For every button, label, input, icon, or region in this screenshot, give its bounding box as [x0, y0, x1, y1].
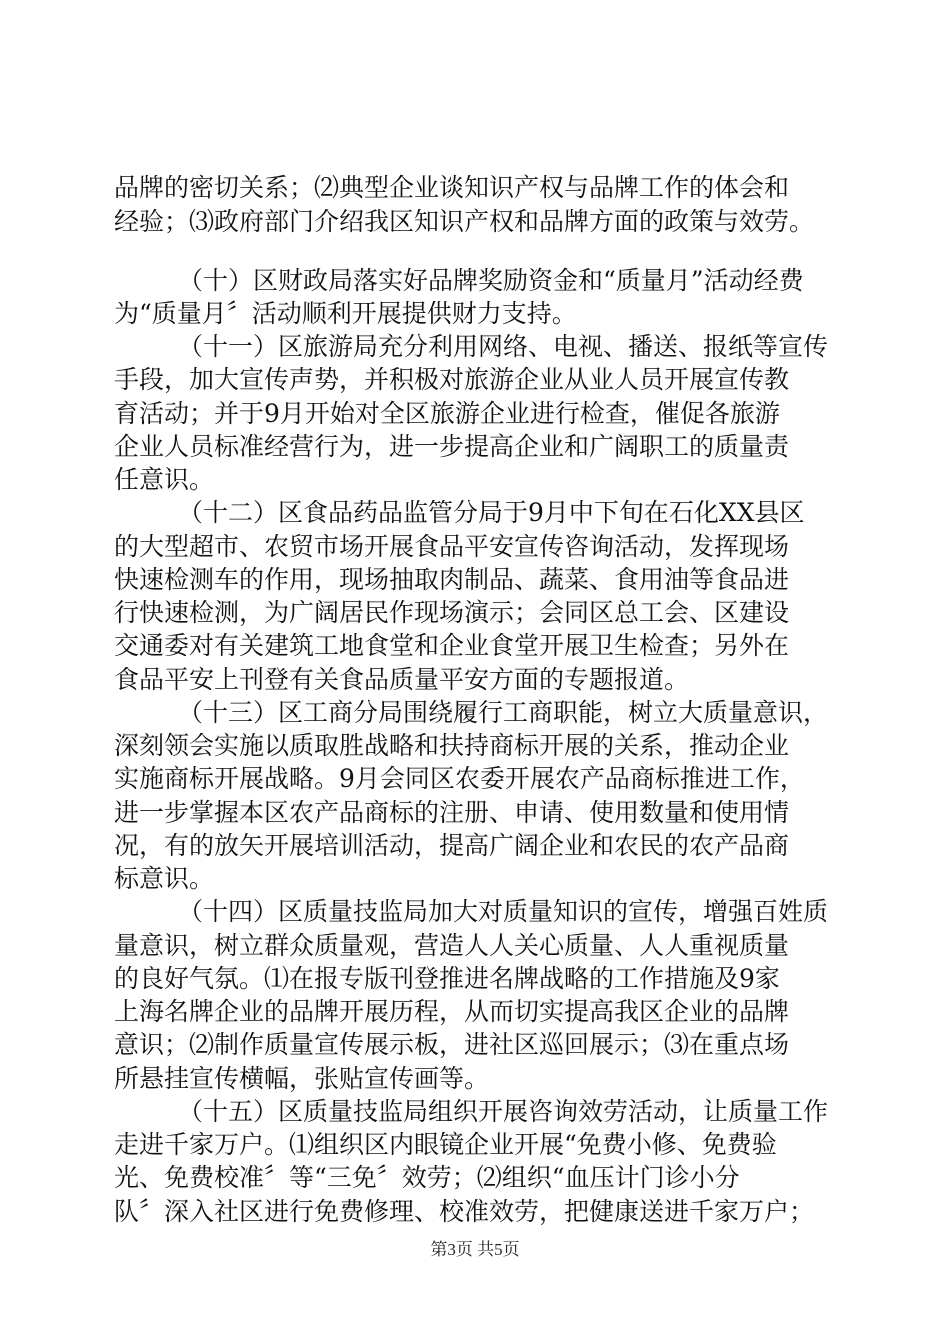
- text-line: 品牌的密切关系；⑵典型企业谈知识产权与品牌工作的体会和: [114, 173, 790, 202]
- text-line: 的良好气氛。⑴在报专版刊登推进名牌战略的工作措施及9家: [114, 964, 780, 993]
- text-line: 所悬挂宣传横幅，张贴宣传画等。: [114, 1064, 490, 1093]
- text-line: 走进千家万户。⑴组织区内眼镜企业开展“免费小修、免费验: [114, 1130, 777, 1159]
- paragraph-heading-line: （十）区财政局落实好品牌奖励资金和“质量月”活动经费: [178, 266, 804, 295]
- paragraph-heading-line: （十四）区质量技监局加大对质量知识的宣传，增强百姓质: [178, 897, 829, 926]
- text-line: 光、免费校准〞等“三免〞效劳；⑵组织“血压计门诊小分: [114, 1163, 740, 1192]
- paragraph-heading-line: （十三）区工商分局围绕履行工商职能，树立大质量意识，: [178, 698, 829, 727]
- paragraph-heading-line: （十五）区质量技监局组织开展咨询效劳活动，让质量工作: [178, 1097, 829, 1126]
- text-line: 量意识，树立群众质量观，营造人人关心质量、人人重视质量: [114, 931, 790, 960]
- text-line: 的大型超市、农贸市场开展食品平安宣传咨询活动，发挥现场: [114, 532, 790, 561]
- paragraph-heading-line: （十一）区旅游局充分利用网络、电视、播送、报纸等宣传: [178, 332, 829, 361]
- text-line: 行快速检测，为广阔居民作现场演示；会同区总工会、区建设: [114, 598, 790, 627]
- text-line: 企业人员标准经营行为，进一步提高企业和广阔职工的质量责: [114, 432, 790, 461]
- text-line: 手段，加大宣传声势，并积极对旅游企业从业人员开展宣传教: [114, 365, 790, 394]
- text-line: 交通委对有关建筑工地食堂和企业食堂开展卫生检查；另外在: [114, 631, 790, 660]
- text-line: 况，有的放矢开展培训活动，提高广阔企业和农民的农产品商: [114, 831, 790, 860]
- text-line: 意识；⑵制作质量宣传展示板，进社区巡回展示；⑶在重点场: [114, 1030, 790, 1059]
- text-line: 实施商标开展战略。9月会同区农委开展农产品商标推进工作，: [114, 764, 805, 793]
- text-line: 育活动；并于9月开始对全区旅游企业进行检查，催促各旅游: [114, 399, 780, 428]
- text-line: 上海名牌企业的品牌开展历程，从而切实提高我区企业的品牌: [114, 997, 790, 1026]
- paragraph-heading-line: （十二）区食品药品监管分局于9月中下旬在石化XX县区: [178, 498, 805, 527]
- text-line: 队〞深入社区进行免费修理、校准效劳，把健康送进千家万户；: [114, 1197, 815, 1226]
- text-line: 进一步掌握本区农产品商标的注册、申请、使用数量和使用情: [114, 798, 790, 827]
- page-number-footer: 第3页 共5页: [430, 1240, 520, 1259]
- text-line: 标意识。: [114, 864, 215, 893]
- text-line: 食品平安上刊登有关食品质量平安方面的专题报道。: [114, 665, 690, 694]
- text-line: 经验；⑶政府部门介绍我区知识产权和品牌方面的政策与效劳。: [114, 207, 815, 236]
- text-line: 任意识。: [114, 465, 215, 494]
- text-line: 为“质量月〞活动顺利开展提供财力支持。: [114, 299, 577, 328]
- text-line: 快速检测车的作用，现场抽取肉制品、蔬菜、食用油等食品进: [114, 565, 790, 594]
- text-line: 深刻领会实施以质取胜战略和扶持商标开展的关系，推动企业: [114, 731, 790, 760]
